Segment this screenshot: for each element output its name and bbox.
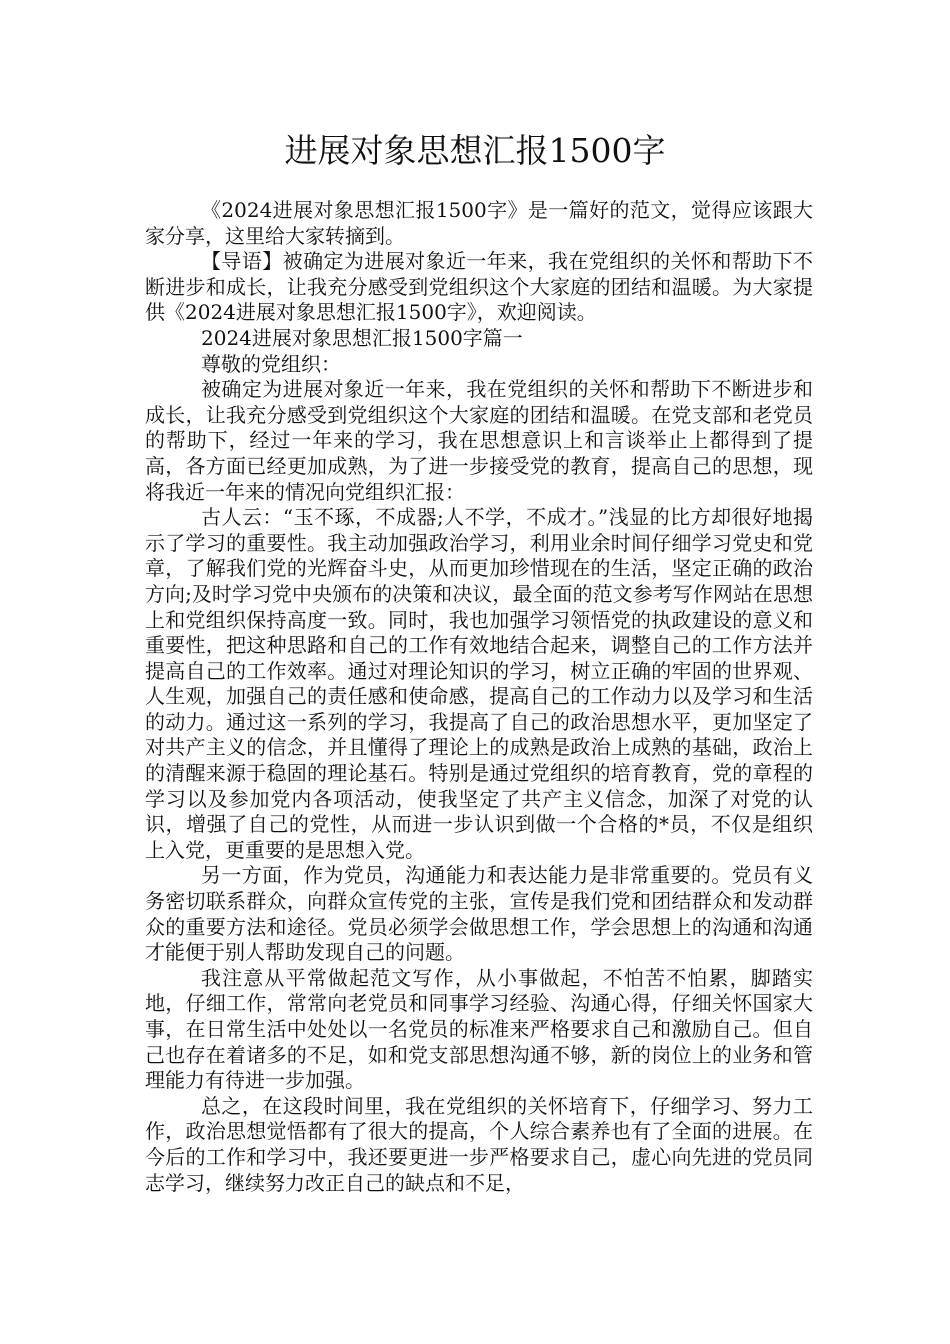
intro-paragraph: 《2024进展对象思想汇报1500字》是一篇好的范文，觉得应该跟大家分享，这里给大家转摘到。 <box>145 198 813 248</box>
lead-paragraph: 【导语】被确定为进展对象近一年来，我在党组织的关怀和帮助下不断进步和成长，让我充分感受到党组织这个大家庭的团结和温暖。为大家提供《2024进展对象思想汇报1500字》，欢迎阅读。 <box>145 249 813 325</box>
salutation: 尊敬的党组织： <box>201 351 341 376</box>
document-title: 进展对象思想汇报1500字 <box>284 131 666 170</box>
document-body <box>145 198 813 1196</box>
body-paragraph: 总之，在这段时间里，我在党组织的关怀培育下，仔细学习、努力工作，政治思想觉悟都有了很大的提高，个人综合素养也有了全面的进展。在今后的工作和学习中，我还要更进一步严格要求自己，虚心向先进的党员同志学习，继续努力改正自己的缺点和不足， <box>145 1093 813 1195</box>
section-heading: 2024进展对象思想汇报1500字篇一 <box>201 325 523 350</box>
body-paragraph: 被确定为进展对象近一年来，我在党组织的关怀和帮助下不断进步和成长，让我充分感受到党组织这个大家庭的团结和温暖。在党支部和老党员的帮助下，经过一年来的学习，我在思想意识上和言谈举止上都得到了提高，各方面已经更加成熟，为了进一步接受党的教育，提高自己的思想，现将我近一年来的情况向党组织汇报： <box>145 377 813 504</box>
body-paragraph: 我注意从平常做起范文写作，从小事做起，不怕苦不怕累，脚踏实地，仔细工作，常常向老党员和同事学习经验、沟通心得，仔细关怀国家大事，在日常生活中处处以一名党员的标准来严格要求自己和激励自己。但自己也存在着诸多的不足，如和党支部思想沟通不够，新的岗位上的业务和管理能力有待进一步加强。 <box>145 965 813 1093</box>
body-paragraph: 古人云：“玉不琢，不成器;人不学，不成才。”浅显的比方却很好地揭示了学习的重要性。我主动加强政治学习，利用业余时间仔细学习党史和党章，了解我们党的光辉奋斗史，从而更加珍惜现在的生活，坚定正确的政治方向;及时学习党中央颁布的决策和决议，最全面的范文参考写作网站在思想上和党组织保持高度一致。同时，我也加强学习领悟党的执政建设的意义和重要性，把这种思路和自己的工作有效地结合起来，调整自己的工作方法并提高自己的工作效率。通过对理论知识的学习，树立正确的牢固的世界观、人生观，加强自己的责任感和使命感，提高自己的工作动力以及学习和生活的动力。通过这一系列的学习，我提高了自己的政治思想水平，更加坚定了对共产主义的信念，并且懂得了理论上的成熟是政治上成熟的基础，政治上的清醒来源于稳固的理论基石。特别是通过党组织的培育教育，党的章程的学习以及参加党内各项活动，使我坚定了共产主义信念，加深了对党的认识，增强了自己的党性，从而进一步认识到做一个合格的*员，不仅是组织上入党，更重要的是思想入党。 <box>145 505 813 862</box>
body-paragraph: 另一方面，作为党员，沟通能力和表达能力是非常重要的。党员有义务密切联系群众，向群众宣传党的主张，宣传是我们党和团结群众和发动群众的重要方法和途径。党员必须学会做思想工作，学会思想上的沟通和沟通才能便于别人帮助发现自己的问题。 <box>145 863 813 965</box>
